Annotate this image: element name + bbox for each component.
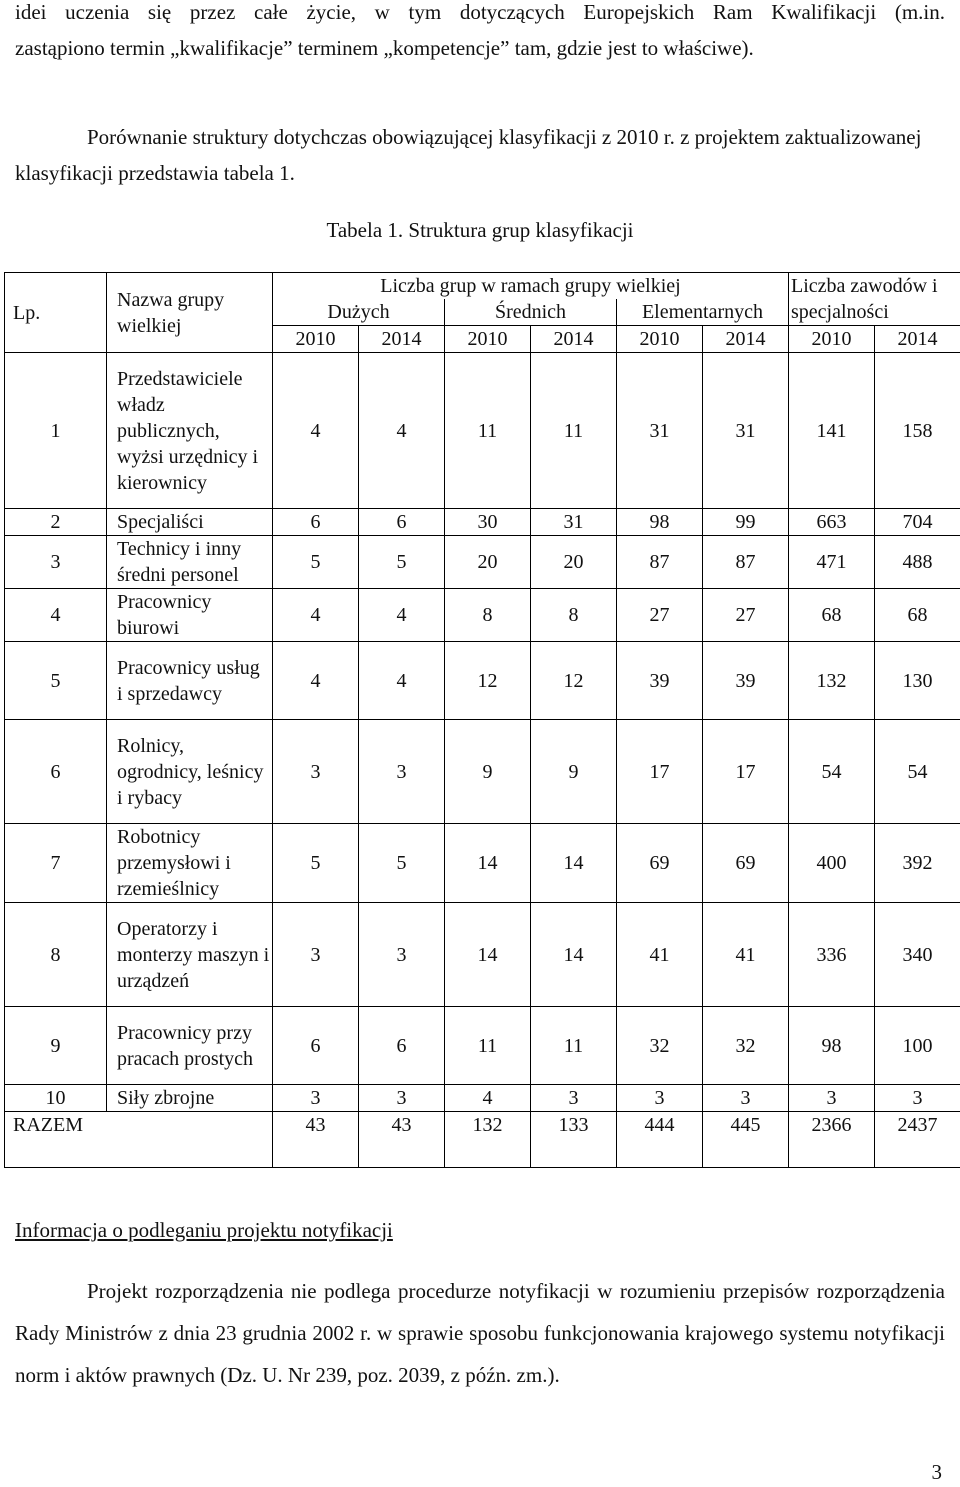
header-year: 2010 <box>273 326 359 353</box>
row-lp: 1 <box>5 353 107 509</box>
row-value: 32 <box>617 1007 703 1085</box>
row-value: 69 <box>617 824 703 903</box>
row-value: 12 <box>445 642 531 720</box>
table-row <box>5 589 960 642</box>
row-value: 6 <box>273 509 359 536</box>
total-value: 43 <box>359 1112 445 1168</box>
header-lp: Lp. <box>5 273 107 353</box>
row-group-name: Pracownicy przy pracach prostych <box>107 1007 273 1085</box>
row-value: 54 <box>875 720 960 824</box>
row-value: 3 <box>273 903 359 1007</box>
row-value: 11 <box>531 1007 617 1085</box>
row-lp: 2 <box>5 509 107 536</box>
total-value: 43 <box>273 1112 359 1168</box>
row-value: 20 <box>531 536 617 589</box>
row-value: 98 <box>617 509 703 536</box>
table-caption-text: Tabela 1. Struktura grup klasyfikacji <box>326 218 634 242</box>
row-value: 14 <box>445 824 531 903</box>
row-group-name: Siły zbrojne <box>107 1085 273 1112</box>
row-value: 5 <box>273 824 359 903</box>
row-value: 14 <box>445 903 531 1007</box>
row-value: 704 <box>875 509 960 536</box>
row-value: 12 <box>531 642 617 720</box>
total-value: 133 <box>531 1112 617 1168</box>
row-value: 68 <box>875 589 960 642</box>
row-value: 3 <box>875 1085 960 1112</box>
table-row <box>5 536 960 589</box>
intro-paragraph-text: Porównanie struktury dotychczas obowiązującej klasyfikacji z 2010 r. z projektem zaktualizowanej klasyfikacji przedstawia tabela 1. <box>15 125 922 185</box>
row-lp: 3 <box>5 536 107 589</box>
row-group-name: Przedstawiciele władz publicznych, wyżsi urzędnicy i kierownicy <box>107 353 273 509</box>
row-value: 100 <box>875 1007 960 1085</box>
row-value: 5 <box>359 536 445 589</box>
table-row <box>5 1085 960 1112</box>
row-value: 31 <box>703 353 789 509</box>
row-value: 4 <box>273 589 359 642</box>
row-value: 336 <box>789 903 875 1007</box>
row-value: 11 <box>445 1007 531 1085</box>
row-value: 99 <box>703 509 789 536</box>
row-value: 8 <box>445 589 531 642</box>
row-value: 488 <box>875 536 960 589</box>
row-value: 340 <box>875 903 960 1007</box>
header-year: 2014 <box>875 326 960 353</box>
row-lp: 6 <box>5 720 107 824</box>
row-value: 11 <box>445 353 531 509</box>
header-year: 2010 <box>789 326 875 353</box>
table-row <box>5 353 960 509</box>
header-group-name: Nazwa grupy wielkiej <box>107 273 273 353</box>
row-value: 30 <box>445 509 531 536</box>
row-value: 32 <box>703 1007 789 1085</box>
row-value: 4 <box>273 353 359 509</box>
row-lp: 5 <box>5 642 107 720</box>
total-value: 444 <box>617 1112 703 1168</box>
intro-paragraph <box>15 119 945 191</box>
row-value: 130 <box>875 642 960 720</box>
total-value: 2437 <box>875 1112 960 1168</box>
row-value: 3 <box>273 720 359 824</box>
row-value: 5 <box>273 536 359 589</box>
row-value: 9 <box>531 720 617 824</box>
structure-table <box>4 272 960 1168</box>
header-year: 2014 <box>359 326 445 353</box>
row-value: 69 <box>703 824 789 903</box>
total-value: 132 <box>445 1112 531 1168</box>
row-value: 9 <box>445 720 531 824</box>
table-row <box>5 509 960 536</box>
row-value: 3 <box>617 1085 703 1112</box>
row-value: 39 <box>617 642 703 720</box>
header-elementary: Elementarnych <box>617 299 789 326</box>
row-value: 4 <box>359 353 445 509</box>
row-value: 8 <box>531 589 617 642</box>
row-value: 400 <box>789 824 875 903</box>
notification-paragraph-text: Projekt rozporządzenia nie podlega procedurze notyfikacji w rozumieniu przepisów rozporządzenia Rady Ministrów z dnia 23 grudnia 2002 r. w sprawie sposobu funkcjonowania krajowego systemu notyfikacji norm i aktów prawnych (Dz. U. Nr 239, poz. 2039, z późn. zm.). <box>15 1279 945 1387</box>
row-value: 4 <box>273 642 359 720</box>
row-value: 3 <box>273 1085 359 1112</box>
table-row <box>5 642 960 720</box>
row-lp: 7 <box>5 824 107 903</box>
row-value: 4 <box>445 1085 531 1112</box>
row-value: 392 <box>875 824 960 903</box>
header-year: 2010 <box>445 326 531 353</box>
row-value: 3 <box>703 1085 789 1112</box>
total-label: RAZEM <box>5 1112 273 1168</box>
row-value: 87 <box>703 536 789 589</box>
table-row <box>5 824 960 903</box>
row-value: 663 <box>789 509 875 536</box>
row-group-name: Rolnicy, ogrodnicy, leśnicy i rybacy <box>107 720 273 824</box>
header-year: 2010 <box>617 326 703 353</box>
notification-heading: Informacja o podleganiu projektu notyfikacji <box>15 1218 393 1242</box>
header-medium: Średnich <box>445 299 617 326</box>
row-value: 5 <box>359 824 445 903</box>
row-value: 6 <box>273 1007 359 1085</box>
header-row-1 <box>5 273 960 300</box>
row-value: 11 <box>531 353 617 509</box>
total-value: 2366 <box>789 1112 875 1168</box>
row-value: 27 <box>703 589 789 642</box>
table-caption <box>0 218 960 243</box>
table-row <box>5 903 960 1007</box>
intro-line-1: idei uczenia się przez całe życie, w tym dotyczących Europejskich Ram Kwalifikacji (m.in. <box>15 0 945 24</box>
row-group-name: Specjaliści <box>107 509 273 536</box>
row-lp: 4 <box>5 589 107 642</box>
row-value: 3 <box>789 1085 875 1112</box>
row-lp: 9 <box>5 1007 107 1085</box>
header-year: 2014 <box>531 326 617 353</box>
row-value: 158 <box>875 353 960 509</box>
row-value: 27 <box>617 589 703 642</box>
row-group-name: Robotnicy przemysłowi i rzemieślnicy <box>107 824 273 903</box>
row-lp: 8 <box>5 903 107 1007</box>
intro-line-2: zastąpiono termin „kwalifikacje” terminem „kompetencje” tam, gdzie jest to właściwe). <box>15 36 754 60</box>
row-group-name: Operatorzy i monterzy maszyn i urządzeń <box>107 903 273 1007</box>
row-value: 141 <box>789 353 875 509</box>
row-value: 132 <box>789 642 875 720</box>
total-row <box>5 1112 960 1168</box>
row-value: 3 <box>359 720 445 824</box>
row-value: 3 <box>359 1085 445 1112</box>
row-value: 17 <box>617 720 703 824</box>
header-large: Dużych <box>273 299 445 326</box>
row-value: 98 <box>789 1007 875 1085</box>
row-value: 4 <box>359 642 445 720</box>
table-row <box>5 720 960 824</box>
row-value: 39 <box>703 642 789 720</box>
row-value: 471 <box>789 536 875 589</box>
total-value: 445 <box>703 1112 789 1168</box>
row-value: 14 <box>531 903 617 1007</box>
header-groups-count: Liczba grup w ramach grupy wielkiej <box>273 273 789 300</box>
row-value: 17 <box>703 720 789 824</box>
row-value: 6 <box>359 1007 445 1085</box>
table-row <box>5 1007 960 1085</box>
row-value: 87 <box>617 536 703 589</box>
row-value: 68 <box>789 589 875 642</box>
row-group-name: Pracownicy biurowi <box>107 589 273 642</box>
row-value: 31 <box>531 509 617 536</box>
row-value: 14 <box>531 824 617 903</box>
row-value: 31 <box>617 353 703 509</box>
header-year: 2014 <box>703 326 789 353</box>
row-value: 41 <box>703 903 789 1007</box>
row-lp: 10 <box>5 1085 107 1112</box>
row-value: 54 <box>789 720 875 824</box>
row-group-name: Technicy i inny średni personel <box>107 536 273 589</box>
row-value: 20 <box>445 536 531 589</box>
row-value: 6 <box>359 509 445 536</box>
row-group-name: Pracownicy usług i sprzedawcy <box>107 642 273 720</box>
notification-paragraph <box>15 1270 945 1396</box>
row-value: 41 <box>617 903 703 1007</box>
row-value: 3 <box>359 903 445 1007</box>
row-value: 4 <box>359 589 445 642</box>
row-value: 3 <box>531 1085 617 1112</box>
page-number: 3 <box>931 1460 942 1484</box>
header-occupations: Liczba zawodów i specjalności <box>789 273 960 326</box>
